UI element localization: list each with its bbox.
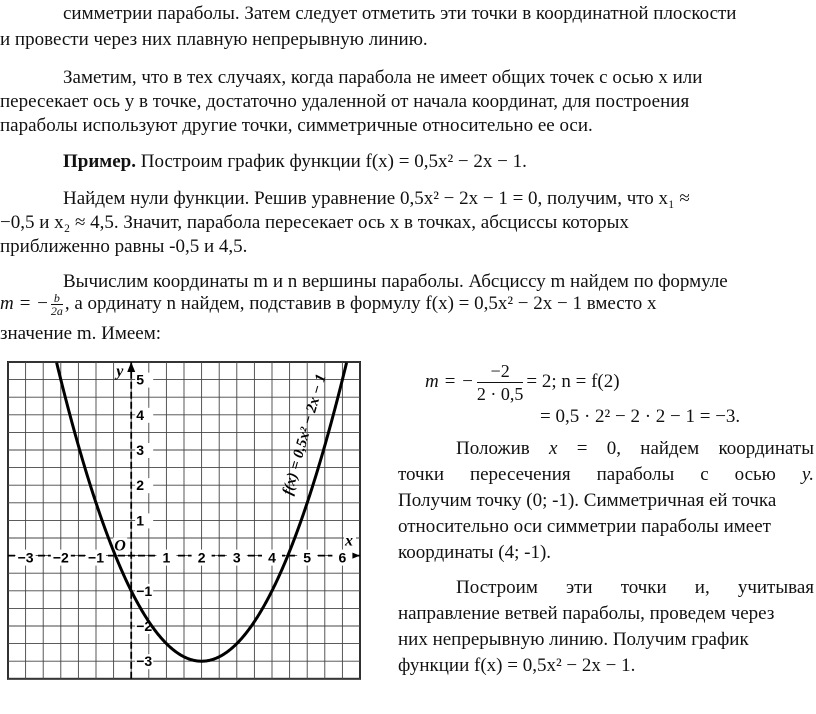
text-line: них непрерывную линию. Получим график	[398, 629, 749, 650]
calc-n: = 0,5 · 2² − 2 · 2 − 1 = −3.	[540, 406, 741, 427]
text-line: симметрии параболы. Затем следует отметить эти точки в координатной плоскости	[63, 3, 737, 24]
y-tick-label: 1	[136, 512, 144, 529]
example-label: Пример.	[63, 151, 136, 172]
text-line: приближенно равны -0,5 и 4,5.	[0, 236, 248, 257]
text-line: координаты (4; -1).	[398, 542, 552, 563]
text-line: относительно оси симметрии параболы имеет	[398, 516, 771, 537]
x-tick-label: −3	[17, 549, 34, 566]
x-tick-label: 6	[338, 549, 347, 566]
text-line: параболы используют другие точки, симметричные относительно ее оси.	[0, 115, 593, 136]
text-line: −0,5 и x₂ ≈ 4,5. Значит, парабола пересекает ось x в точках, абсциссы которых	[0, 212, 629, 233]
x-tick-label: −2	[52, 549, 69, 566]
y-tick-label: 2	[136, 477, 144, 494]
text-line: Заметим, что в тех случаях, когда парабола не имеет общих точек с осью x или	[63, 67, 703, 88]
text-line: пересекает ось y в точке, достаточно удаленной от начала координат, для построения	[0, 91, 690, 112]
text-line: точки пересечения параболы с осью y.	[398, 464, 814, 485]
text-line: Получим точку (0; -1). Симметричная ей точка	[398, 490, 777, 511]
y-tick-label: 3	[136, 442, 144, 458]
text-line: Положив x = 0, найдем координаты	[456, 438, 814, 459]
text-line: Найдем нули функции. Решив уравнение 0,5x² − 2x − 1 = 0, получим, что x₁ ≈	[63, 188, 690, 209]
text-line: и провести через них плавную непрерывную линию.	[0, 29, 428, 50]
x-tick-label: 2	[197, 549, 206, 566]
parabola-graph	[6, 360, 378, 704]
example-text: Построим график функции f(x) = 0,5x² − 2x − 1.	[140, 151, 527, 172]
x-tick-label: 3	[232, 549, 241, 566]
formula-line: m = − $\frac{b}{2a}$ , а ординату n найдем, подставив в формулу f(x) = 0,5x² − 2x − 1 вместо x	[0, 291, 657, 319]
text-line: значение m. Имеем:	[0, 323, 162, 344]
y-tick-label: −3	[136, 653, 153, 670]
curve-label: f(x) = 0,5x² − 2x − 1	[279, 372, 330, 497]
x-tick-label: 4	[268, 549, 276, 566]
example-line	[63, 150, 527, 174]
x-tick-label: 5	[303, 549, 312, 566]
calc-m: m = − $\frac{-2}{2 \cdot 0,5}$ = 2; n = f(2)	[425, 361, 620, 404]
y-tick-label: −1	[136, 582, 153, 599]
y-tick-label: 4	[136, 406, 144, 423]
fraction: $\frac{b}{2a}$	[50, 291, 63, 319]
y-axis-label: y	[116, 363, 124, 380]
x-axis-label: x	[345, 532, 353, 550]
x-tick-label: −1	[88, 549, 104, 566]
text-line: Вычислим координаты m и n вершины параболы. Абсциссу m найдем по формуле	[63, 271, 728, 292]
text-line: функции f(x) = 0,5x² − 2x − 1.	[398, 655, 636, 676]
y-tick-label: −2	[136, 618, 153, 634]
x-tick-label: 1	[162, 549, 171, 566]
y-tick-label: 5	[136, 371, 144, 388]
text-line: направление ветвей параболы, проведем через	[398, 603, 775, 624]
text-line: Построим эти точки и, учитывая	[456, 577, 814, 598]
origin-label: O	[114, 537, 126, 555]
